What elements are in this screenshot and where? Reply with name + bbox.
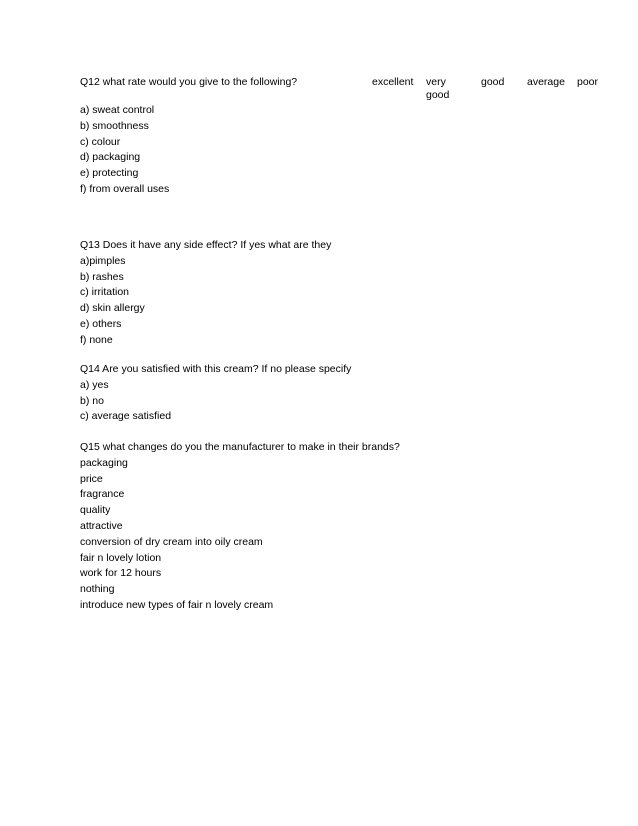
list-item: conversion of dry cream into oily cream — [80, 535, 263, 548]
q13-question: Q13 Does it have any side effect? If yes what are they — [80, 239, 332, 251]
q14-section — [80, 362, 351, 425]
rating-average: average — [527, 76, 565, 88]
list-item: b) rashes — [80, 270, 124, 283]
list-item: c) colour — [80, 135, 121, 148]
list-item: b) smoothness — [80, 119, 149, 132]
list-item: quality — [80, 504, 111, 517]
list-item: d) skin allergy — [80, 302, 145, 315]
q13-section — [80, 238, 331, 349]
q12-question: Q12 what rate would you give to the following? — [80, 76, 298, 88]
list-item: fair n lovely lotion — [80, 551, 162, 564]
rating-excellent: excellent — [372, 76, 414, 88]
list-item: introduce new types of fair n lovely cream — [80, 598, 274, 611]
list-item: c) average satisfied — [80, 410, 172, 423]
list-item: a)pimples — [80, 254, 126, 267]
rating-good: good — [481, 76, 505, 88]
list-item: a) sweat control — [80, 104, 155, 116]
list-item: e) protecting — [80, 167, 139, 180]
list-item: b) no — [80, 394, 104, 407]
list-item: fragrance — [80, 488, 125, 501]
q12-header — [80, 76, 620, 106]
list-item: e) others — [80, 317, 122, 330]
rating-very-good: very good — [426, 76, 450, 101]
list-item: price — [80, 472, 103, 485]
list-item: f) none — [80, 333, 113, 346]
list-item: nothing — [80, 583, 115, 596]
list-item: work for 12 hours — [80, 567, 162, 580]
list-item: f) from overall uses — [80, 182, 170, 195]
list-item: attractive — [80, 519, 123, 532]
q14-question: Q14 Are you satisfied with this cream? If no please specify — [80, 363, 352, 375]
list-item: a) yes — [80, 378, 109, 391]
list-item: d) packaging — [80, 151, 141, 164]
q15-question: Q15 what changes do you the manufacturer to make in their brands? — [80, 441, 400, 453]
rating-poor: poor — [577, 76, 599, 88]
list-item: c) irritation — [80, 286, 130, 299]
q12-items — [80, 103, 169, 198]
q15-section — [80, 440, 400, 614]
list-item: packaging — [80, 456, 128, 469]
